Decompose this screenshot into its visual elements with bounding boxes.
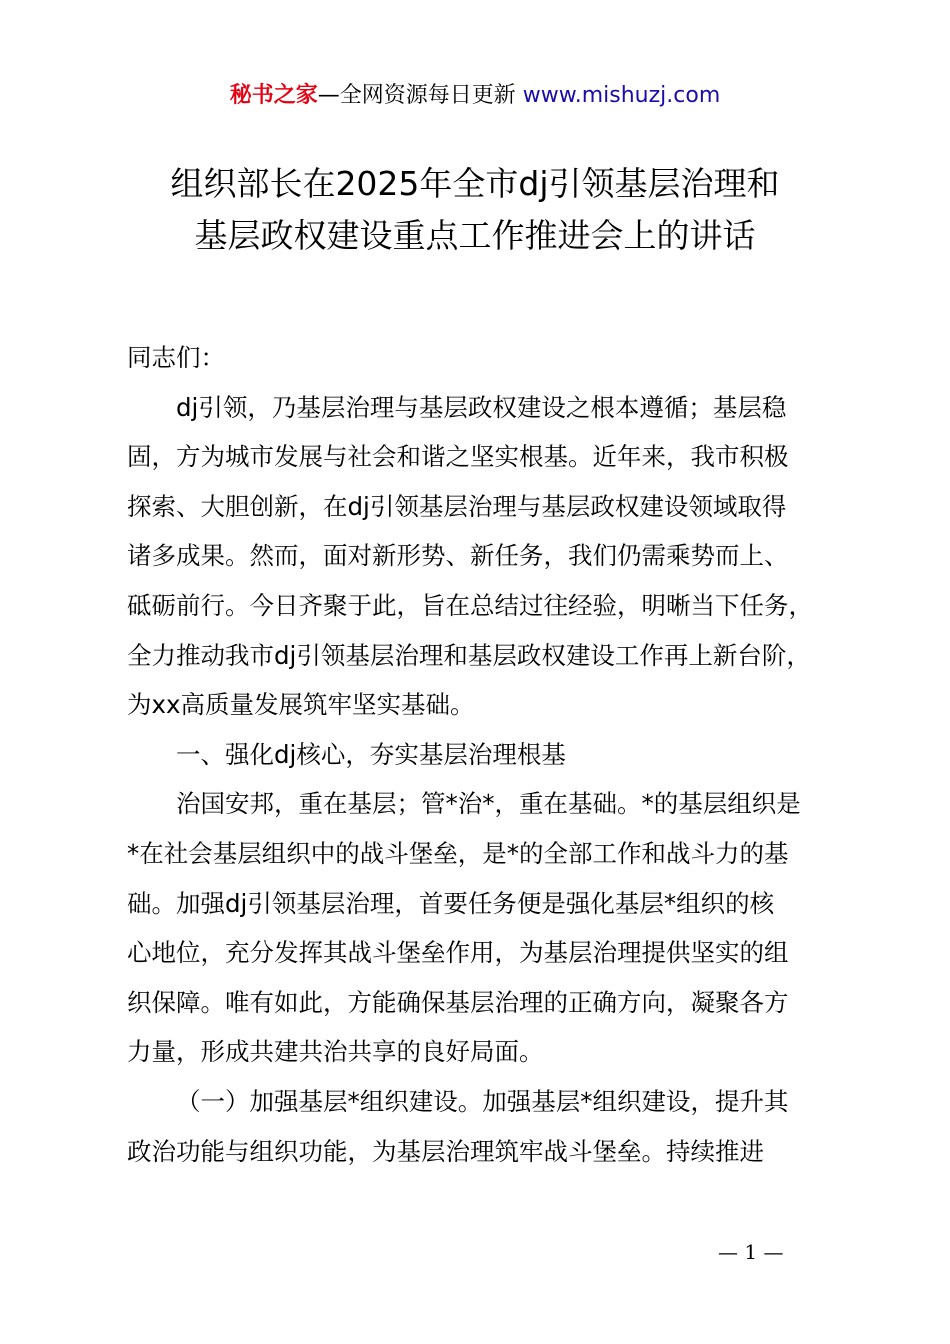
body-line: 力量，形成共建共治共享的良好局面。 xyxy=(127,1037,544,1067)
page-number-text: — 1 — xyxy=(718,1240,784,1264)
body-line: 治国安邦，重在基层；管*治*，重在基础。*的基层组织是 xyxy=(176,789,801,819)
body-line: 织保障。唯有如此，方能确保基层治理的正确方向，凝聚各方 xyxy=(127,987,789,1017)
site-brand: 秘书之家 xyxy=(229,83,318,108)
document-body xyxy=(127,333,837,1176)
body-line: 心地位，充分发挥其战斗堡垒作用，为基层治理提供坚实的组 xyxy=(127,938,789,968)
site-header xyxy=(0,80,950,112)
site-url-link[interactable]: www.mishuzj.com xyxy=(522,83,721,108)
subsection-heading: （一）加强基层*组织建设。加强基层*组织建设，提升其 xyxy=(176,1086,789,1116)
salutation: 同志们： xyxy=(127,343,225,372)
body-line: 础。加强dj引领基层治理，首要任务便是强化基层*组织的核 xyxy=(127,888,775,918)
body-line: 探索、大胆创新，在dj引领基层治理与基层政权建设领域取得 xyxy=(127,491,787,521)
body-line: 诸多成果。然而，面对新形势、新任务，我们仍需乘势而上、 xyxy=(127,541,789,571)
title-line-1: 组织部长在2025年全市dj引领基层治理和 xyxy=(170,164,780,203)
body-line: *在社会基层组织中的战斗堡垒，是*的全部工作和战斗力的基 xyxy=(127,838,789,868)
site-tagline: —全网资源每日更新 xyxy=(317,83,523,108)
body-line: 政治功能与组织功能，为基层治理筑牢战斗堡垒。持续推进 xyxy=(127,1136,764,1166)
section-heading: 一、强化dj核心，夯实基层治理根基 xyxy=(176,739,566,769)
body-line: 固，方为城市发展与社会和谐之坚实根基。近年来，我市积极 xyxy=(127,442,789,472)
body-line: 为xx高质量发展筑牢坚实基础。 xyxy=(127,690,475,720)
body-line: 全力推动我市dj引领基层治理和基层政权建设工作再上新台阶， xyxy=(127,640,811,670)
body-line: dj引领，乃基层治理与基层政权建设之根本遵循；基层稳 xyxy=(176,392,787,422)
body-line: 砥砺前行。今日齐聚于此，旨在总结过往经验，明晰当下任务， xyxy=(127,590,813,620)
document-title xyxy=(60,158,890,262)
title-line-2: 基层政权建设重点工作推进会上的讲话 xyxy=(194,216,756,255)
